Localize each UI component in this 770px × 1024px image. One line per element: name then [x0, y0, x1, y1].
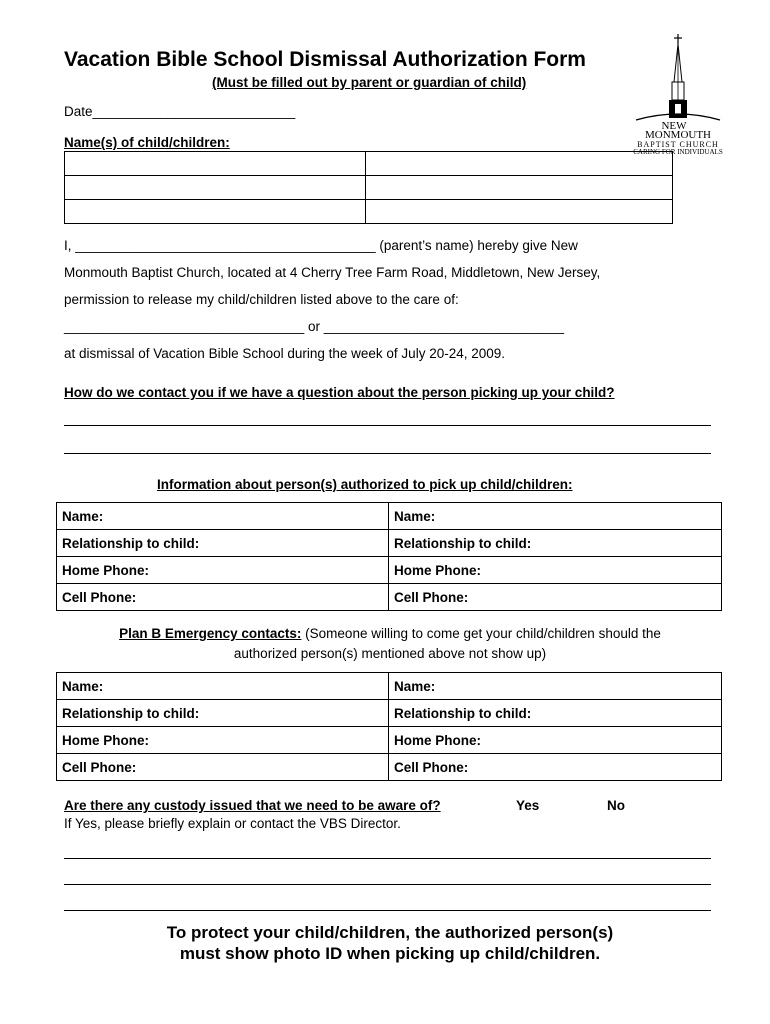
permission-line-1: I, ________________________________________ (parent’s name) hereby give New — [64, 238, 578, 253]
no-option[interactable]: No — [607, 798, 625, 813]
name-cell[interactable]: Name: — [389, 503, 722, 530]
relationship-cell[interactable]: Relationship to child: — [57, 530, 389, 557]
table-row — [57, 754, 722, 781]
plan-b-line — [0, 626, 770, 641]
table-row — [57, 727, 722, 754]
home-phone-cell[interactable]: Home Phone: — [57, 557, 389, 584]
answer-line[interactable] — [64, 425, 711, 426]
child-name-cell[interactable] — [366, 176, 673, 200]
logo-text-new: NEW — [661, 120, 687, 132]
emergency-table — [56, 672, 722, 781]
table-row — [65, 200, 673, 224]
form-title: Vacation Bible School Dismissal Authorization Form — [64, 48, 586, 71]
logo-text-monmouth: MONMOUTH — [645, 129, 711, 141]
child-name-cell[interactable] — [366, 200, 673, 224]
table-row — [57, 700, 722, 727]
logo-text-tagline: CARING FOR INDIVIDUALS — [633, 148, 723, 156]
name-cell[interactable]: Name: — [57, 673, 389, 700]
answer-line[interactable] — [64, 858, 711, 859]
closing-line-2: must show photo ID when picking up child/children. — [179, 944, 601, 963]
table-row — [57, 503, 722, 530]
home-phone-cell[interactable]: Home Phone: — [389, 727, 722, 754]
permission-line-4[interactable]: ________________________________ or ________________________________ — [64, 319, 565, 334]
custody-explain: If Yes, please briefly explain or contact the VBS Director. — [64, 816, 401, 831]
church-logo — [630, 34, 726, 156]
table-row — [57, 673, 722, 700]
cell-phone-cell[interactable]: Cell Phone: — [389, 754, 722, 781]
children-label: Name(s) of child/children: — [64, 135, 230, 150]
permission-line-5: at dismissal of Vacation Bible School during the week of July 20-24, 2009. — [64, 346, 506, 361]
child-name-cell[interactable] — [366, 152, 673, 176]
authorized-heading: Information about person(s) authorized to pick up child/children: — [157, 477, 573, 492]
child-name-cell[interactable] — [65, 176, 366, 200]
plan-b-label: Plan B Emergency contacts: — [119, 626, 302, 641]
authorized-table — [56, 502, 722, 611]
cell-phone-cell[interactable]: Cell Phone: — [389, 584, 722, 611]
permission-line-3: permission to release my child/children listed above to the care of: — [64, 292, 459, 307]
home-phone-cell[interactable]: Home Phone: — [389, 557, 722, 584]
children-table — [64, 151, 673, 224]
cell-phone-cell[interactable]: Cell Phone: — [57, 754, 389, 781]
relationship-cell[interactable]: Relationship to child: — [389, 700, 722, 727]
table-row — [65, 176, 673, 200]
cell-phone-cell[interactable]: Cell Phone: — [57, 584, 389, 611]
date-field[interactable]: Date___________________________ — [64, 104, 296, 119]
church-steeple-icon — [630, 34, 726, 126]
logo-text-baptist-church: BAPTIST CHURCH — [637, 140, 719, 149]
answer-line[interactable] — [64, 884, 711, 885]
yes-option[interactable]: Yes — [516, 798, 540, 813]
name-cell[interactable]: Name: — [389, 673, 722, 700]
plan-b-text: (Someone willing to come get your child/children should the — [301, 626, 661, 641]
name-cell[interactable]: Name: — [57, 503, 389, 530]
table-row — [57, 530, 722, 557]
plan-b-text-2: authorized person(s) mentioned above not show up) — [233, 646, 547, 661]
contact-question: How do we contact you if we have a question about the person picking up your child? — [64, 385, 615, 400]
custody-question: Are there any custody issued that we need to be aware of? — [64, 798, 441, 813]
table-row — [57, 557, 722, 584]
child-name-cell[interactable] — [65, 200, 366, 224]
answer-line[interactable] — [64, 910, 711, 911]
answer-line[interactable] — [64, 453, 711, 454]
form-subtitle: (Must be filled out by parent or guardian of child) — [212, 75, 527, 90]
table-row — [65, 152, 673, 176]
permission-line-2: Monmouth Baptist Church, located at 4 Cherry Tree Farm Road, Middletown, New Jersey, — [64, 265, 601, 280]
home-phone-cell[interactable]: Home Phone: — [57, 727, 389, 754]
table-row — [57, 584, 722, 611]
closing-line-1: To protect your child/children, the authorized person(s) — [166, 923, 614, 942]
relationship-cell[interactable]: Relationship to child: — [389, 530, 722, 557]
child-name-cell[interactable] — [65, 152, 366, 176]
relationship-cell[interactable]: Relationship to child: — [57, 700, 389, 727]
